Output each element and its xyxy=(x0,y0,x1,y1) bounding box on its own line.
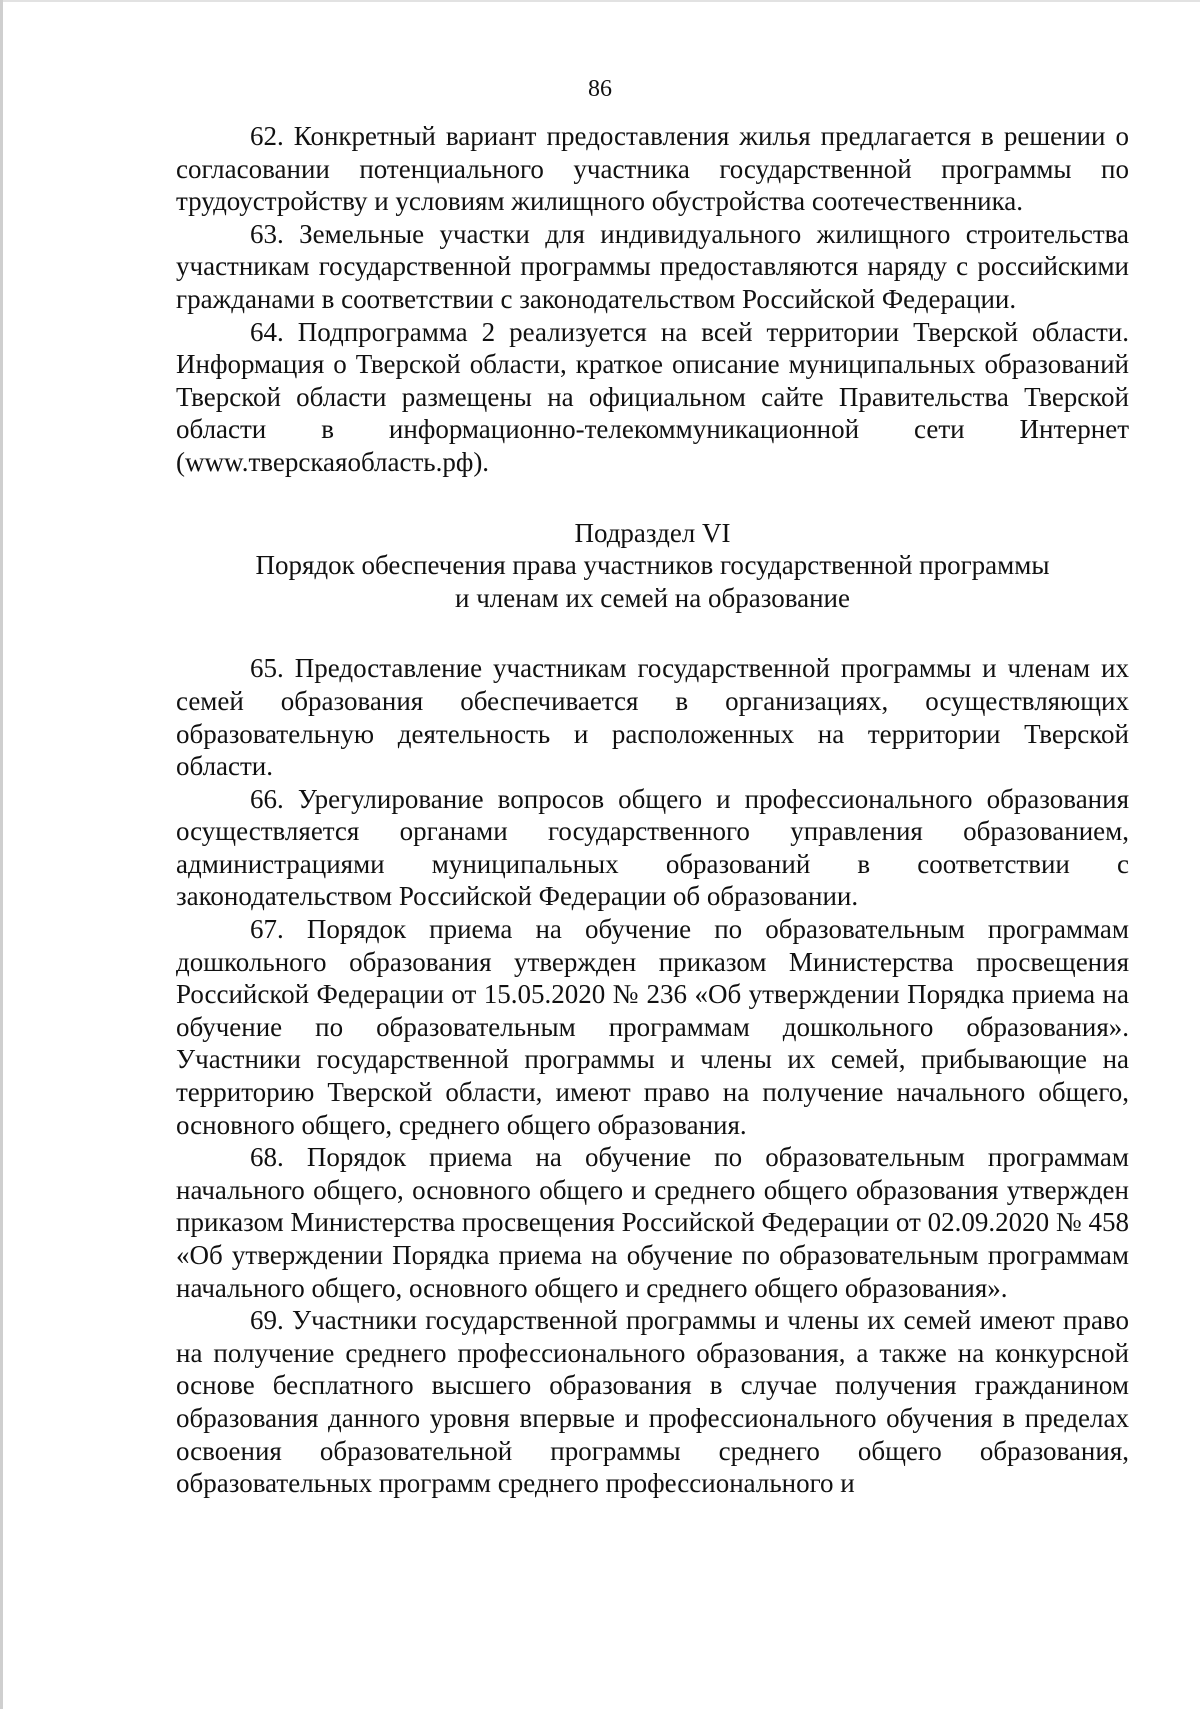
section-title-text: Подраздел VI xyxy=(574,517,731,548)
paragraph-63: 63. Земельные участки для индивидуального жилищного строительства участникам государственной программы предоставляются наряду с российскими гражданами в соответствии с законодательством Российской Федерации. xyxy=(176,218,1129,314)
paragraph-66: 66. Урегулирование вопросов общего и профессионального образования осуществляется органами государственного управления образованием, администрациями муниципальных образований в соответствии с законодательством Российской Федерации об образовании. xyxy=(176,783,1129,912)
section-heading xyxy=(176,517,1129,615)
section-subtitle-line-2: и членам их семей на образование xyxy=(455,582,850,613)
section-subtitle-line-1: Порядок обеспечения права участников государственной программы xyxy=(255,550,1050,581)
paragraph-64: 64. Подпрограмма 2 реализуется на всей территории Тверской области. Информация о Тверской области, краткое описание муниципальных образований Тверской области размещены на официальном сайте Правительства Тверской области в информационно-телекоммуникационной сети Интернет (www.тверскаяобласть.рф). xyxy=(176,316,1129,477)
paragraph-67: 67. Порядок приема на обучение по образовательным программам дошкольного образования утвержден приказом Министерства просвещения Российской Федерации от 15.05.2020 № 236 «Об утверждении Порядка приема на обучение по образовательным программам дошкольного образования». Участники государственной программы и члены их семей, прибывающие на территорию Тверской области, имеют право на получение начального общего, основного общего, среднего общего образования. xyxy=(176,914,1129,1140)
page-number: 86 xyxy=(588,76,612,102)
paragraph-62: 62. Конкретный вариант предоставления жилья предлагается в решении о согласовании потенциального участника государственной программы по трудоустройству и условиям жилищного обустройства соотечественника. xyxy=(176,121,1129,217)
section-title xyxy=(176,517,1129,550)
scan-edge-left xyxy=(0,0,3,1709)
scan-edge-top xyxy=(0,0,1200,2)
paragraph-69: 69. Участники государственной программы и члены их семей имеют право на получение среднего профессионального образования, а также на конкурсной основе бесплатного высшего образования в случае получения гражданином образования данного уровня впервые и профессионального обучения в пределах освоения образовательной программы среднего общего образования, образовательных программ среднего профессионального и xyxy=(176,1305,1129,1499)
document-body xyxy=(176,120,1129,1500)
section-subtitle xyxy=(176,549,1129,614)
paragraph-68: 68. Порядок приема на обучение по образовательным программам начального общего, основного общего и среднего общего образования утвержден приказом Министерства просвещения Российской Федерации от 02.09.2020 № 458 «Об утверждении Порядка приема на обучение по образовательным программам начального общего, основного общего и среднего общего образования». xyxy=(176,1142,1129,1303)
paragraph-65: 65. Предоставление участникам государственной программы и членам их семей образования обеспечивается в организациях, осуществляющих образовательную деятельность и расположенных на территории Тверской области. xyxy=(176,653,1129,782)
